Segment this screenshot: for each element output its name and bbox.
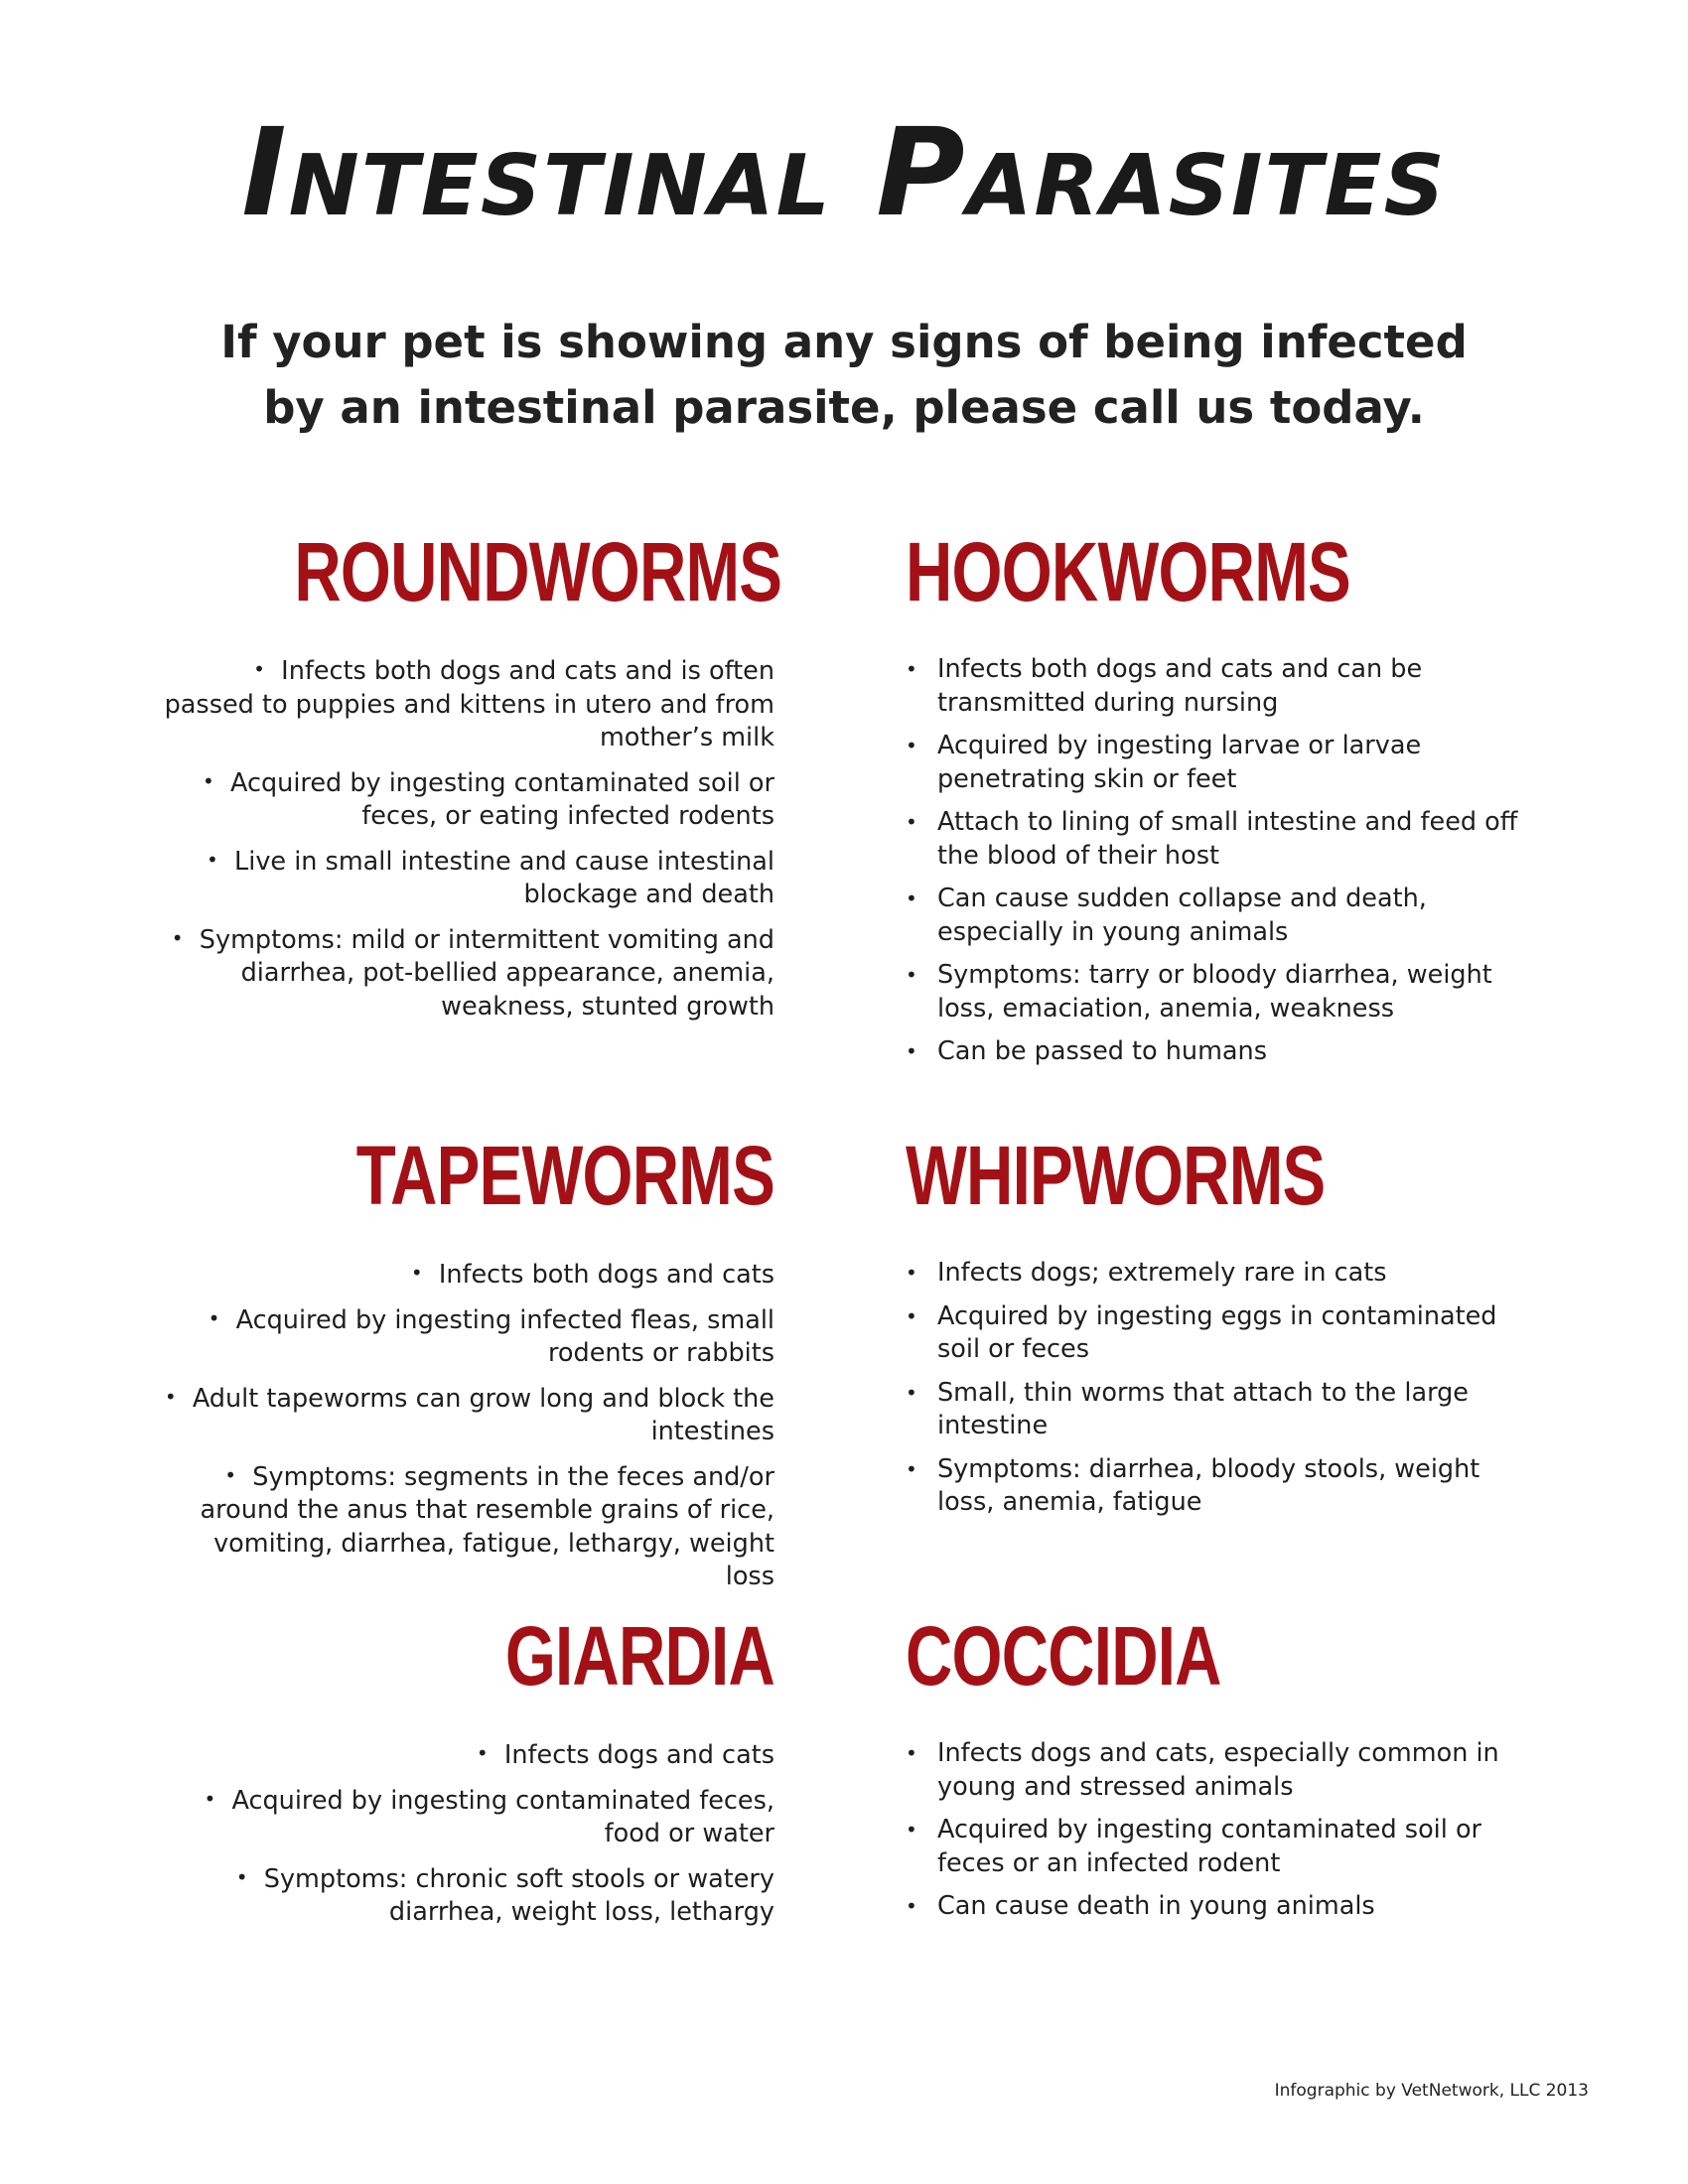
list-item: • Infects dogs and cats	[159, 1737, 774, 1773]
page-title: Intestinal Parasites	[241, 102, 1447, 243]
list-item: • Small, thin worms that attach to the large intestine	[906, 1377, 1521, 1443]
list-item: • Live in small intestine and cause intestinal blockage and death	[159, 844, 774, 912]
list-item: • Symptoms: tarry or bloody diarrhea, weight loss, emaciation, anemia, weakness	[906, 959, 1521, 1025]
list-item: • Infects both dogs and cats and can be transmitted during nursing	[906, 653, 1521, 720]
list-item: • Attach to lining of small intestine and feed off the blood of their host	[906, 806, 1521, 873]
section-heading: ROUNDWORMS	[294, 525, 782, 618]
list-item: • Acquired by ingesting larvae or larvae penetrating skin or feet	[906, 730, 1521, 796]
list-item: • Acquired by ingesting eggs in contaminated soil or feces	[906, 1300, 1521, 1367]
subtitle-line-2: by an intestinal parasite, please call us today.	[263, 381, 1425, 434]
section-heading: GIARDIA	[504, 1609, 774, 1703]
list-item: • Symptoms: mild or intermittent vomiting and diarrhea, pot-bellied appearance, anemia, weakness, stunted growth	[159, 922, 774, 1024]
list-item: • Symptoms: segments in the feces and/or around the anus that resemble grains of rice, vomiting, diarrhea, fatigue, lethargy, weight loss	[159, 1459, 774, 1594]
list-item: • Acquired by ingesting contaminated soil or feces or an infected rodent	[906, 1814, 1521, 1880]
list-item: • Acquired by ingesting contaminated feces, food or water	[159, 1783, 774, 1851]
section-whipworms	[906, 1130, 1521, 1530]
bullet-list	[159, 653, 774, 1024]
page-subtitle	[149, 310, 1539, 441]
list-item: • Adult tapeworms can grow long and block the intestines	[159, 1381, 774, 1449]
bullet-list	[159, 1257, 774, 1594]
section-roundworms	[159, 525, 782, 1033]
list-item: • Can cause sudden collapse and death, especially in young animals	[906, 883, 1521, 949]
bullet-list	[906, 1257, 1521, 1520]
subtitle-line-1: If your pet is showing any signs of being infected	[220, 316, 1468, 368]
section-giardia	[159, 1610, 774, 1940]
section-heading: WHIPWORMS	[906, 1129, 1326, 1222]
section-coccidia	[906, 1610, 1521, 1934]
list-item: • Can be passed to humans	[906, 1035, 1521, 1069]
section-heading: COCCIDIA	[906, 1609, 1221, 1703]
list-item: • Infects dogs; extremely rare in cats	[906, 1257, 1521, 1291]
section-heading: TAPEWORMS	[355, 1129, 774, 1222]
list-item: • Infects both dogs and cats and is often passed to puppies and kittens in utero and from mother’s milk	[159, 653, 774, 755]
section-tapeworms	[159, 1130, 774, 1604]
section-hookworms	[906, 526, 1521, 1079]
list-item: • Infects both dogs and cats	[159, 1257, 774, 1293]
list-item: • Symptoms: diarrhea, bloody stools, weight loss, anemia, fatigue	[906, 1453, 1521, 1520]
list-item: • Acquired by ingesting contaminated soil or feces, or eating infected rodents	[159, 765, 774, 834]
bullet-list	[906, 1737, 1521, 1924]
list-item: • Infects dogs and cats, especially common in young and stressed animals	[906, 1737, 1521, 1804]
list-item: • Can cause death in young animals	[906, 1890, 1521, 1924]
list-item: • Acquired by ingesting infected fleas, small rodents or rabbits	[159, 1302, 774, 1371]
footer-credit: Infographic by VetNetwork, LLC 2013	[1274, 2081, 1589, 2101]
list-item: • Symptoms: chronic soft stools or watery diarrhea, weight loss, lethargy	[159, 1861, 774, 1930]
bullet-list	[159, 1737, 774, 1930]
section-heading: HOOKWORMS	[906, 525, 1350, 618]
bullet-list	[906, 653, 1521, 1069]
